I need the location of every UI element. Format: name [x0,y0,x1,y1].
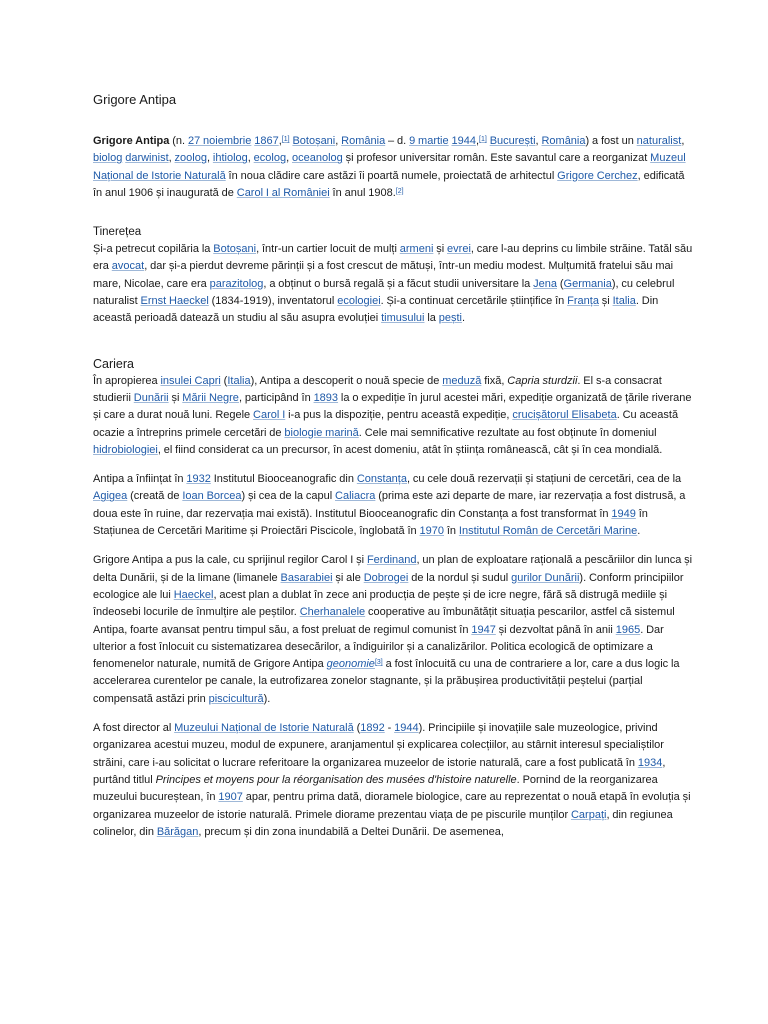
link-caliacra[interactable]: Caliacra [335,490,376,503]
link-death-date[interactable]: 9 martie [409,135,449,147]
text: (creată de [127,490,183,503]
text: și dezvoltat până în anii [495,623,616,636]
link-botosani[interactable]: Botoșani [213,243,257,256]
cariera-paragraph-4 [93,720,693,841]
link-cherhanalele[interactable]: Cherhanalele [299,606,366,619]
text: apar, pentru prima dată, dioramele biologice, care au reprezentat o nouă etapă în evoluția și organizarea muzeelor de istorie naturală. Primele diorame prezentau viața de pe piscurile munților [93,791,691,821]
link-avocat[interactable]: avocat [111,260,145,273]
link-death-country[interactable]: România [541,135,586,147]
text: și profesor universitar român. Este savantul care a reorganizat [342,152,651,165]
link-institutul-roman[interactable]: Institutul Român de Cercetări Marine [458,525,638,538]
text: Antipa a înființat în [93,473,187,486]
text: . Dar ulterior a fost înlocuit cu sistematizarea desecărilor, a îndiguirilor și a canalizărilor. Politica ecologică de optimizare a fenomenelor naturale, numită de Grigore Antipa [93,623,664,671]
link-italia[interactable]: Italia [612,295,636,308]
text: Institutul Biooceanografic din [210,473,357,486]
text: și [433,243,448,256]
link-basarabiei[interactable]: Basarabiei [280,571,333,584]
text: ). [263,692,271,705]
link-haeckel[interactable]: Haeckel [173,588,214,601]
text: ). Principiile și inovațiile sale muzeologice, privind organizarea acestui muzeu, modul de expunere, aranjamentul și explicarea colecțiilor, au stârnit interesul specialiștilor străini, care i-au solicitat o lucrare referitoare la organizarea muzeelor de istorie naturală, care a fost publicată în [93,722,664,769]
link-ecologiei[interactable]: ecologiei [337,295,381,308]
text: . El s-a consacrat studierii [93,374,662,404]
text: Grigore Antipa a pus la cale, cu sprijinul regilor Carol I și [93,554,367,567]
link-ioan-borcea[interactable]: Ioan Borcea [182,490,242,503]
text: , edificată în anul 1906 și inaugurată de [93,169,685,199]
section-heading-cariera: Cariera [93,356,134,371]
link-franta[interactable]: Franța [567,295,599,308]
link-1892[interactable]: 1892 [360,722,385,735]
text: în anul 1908. [329,186,396,199]
text: . [462,312,466,325]
text: ). Conform principiilor ecologice ale lui [93,571,684,601]
text: , [475,135,480,147]
text: , [168,152,175,165]
text: În apropierea [93,374,161,387]
text: și [598,295,613,308]
text: . Din această perioadă datează un studiu al său asupra evoluției [93,295,659,325]
link-dobrogei[interactable]: Dobrogei [363,571,409,584]
text: de la nordul și sudul [408,571,512,584]
link-gurilor-dunarii[interactable]: gurilor Dunării [511,571,580,584]
text: în noua clădire care astăzi îi poartă numele, proiectată de arhitectul [225,169,558,182]
link-zoolog[interactable]: zoolog [174,152,207,165]
intro-paragraph [93,133,693,202]
link-carol-i[interactable]: Carol I al României [236,186,330,199]
text: , [535,135,542,147]
text: la o expediție în jurul acestei mări, expediție organizată de țările riverane și care a durat nouă luni. Regele [93,391,692,422]
link-carpati[interactable]: Carpați [570,808,607,821]
link-1965[interactable]: 1965 [615,623,641,636]
link-germania[interactable]: Germania [563,277,612,290]
text: , [681,135,685,147]
text: , din regiunea colinelor, din [93,808,673,838]
text: , [278,135,282,147]
text: Și-a petrecut copilăria la [93,243,214,256]
link-darwinist[interactable]: darwinist [125,152,169,165]
text: (n. [169,135,188,147]
text: , [206,152,213,165]
cariera-paragraph-1 [93,373,693,459]
link-constanta[interactable]: Constanța [356,473,407,486]
text: , purtând titlul [93,756,666,786]
cariera-paragraph-2 [93,471,693,540]
link-armeni[interactable]: armeni [399,243,434,256]
link-born-date[interactable]: 27 noiembrie [187,135,252,147]
link-crucisatorul-elisabeta[interactable]: crucișătorul Elisabeta [512,409,617,422]
reference-link[interactable]: [2] [395,187,404,195]
text: , participând în [238,391,314,404]
link-hidrobiologie[interactable]: hidrobiologiei [93,443,158,456]
link-1970[interactable]: 1970 [419,525,444,538]
text: , dar și-a pierdut devreme părinții și a fost crescut de mătuși, într-un mediu modest. Mulțumită fratelui său mai mare, Nicolae, care era [93,260,674,290]
link-meduza[interactable]: meduză [442,374,482,387]
text: , care l-au deprins cu limbile străine. Tatăl său era [93,243,693,273]
page-title: Grigore Antipa [93,92,177,107]
link-1893[interactable]: 1893 [313,391,339,404]
text: . Pornind de la reorganizarea muzeului bucureștean, în [93,773,658,804]
link-death-year[interactable]: 1944 [451,135,476,147]
text: , acest plan a dublat în zece ani producția de pește și de icre negre, fără să distrugă mediile și îndeosebi locurile de înmulțire ale peștilor. [93,588,668,619]
link-muzeul-national[interactable]: Muzeului Național de Istorie Naturală [174,722,354,735]
text: - [384,722,395,735]
link-1907[interactable]: 1907 [218,791,243,804]
link-ihtiolog[interactable]: ihtiolog [212,152,248,165]
link-biolog[interactable]: biolog [93,152,123,165]
link-1944[interactable]: 1944 [394,722,419,735]
text: . [637,525,641,538]
text: , [286,152,293,165]
text: ), Antipa a descoperit o nouă specie de [250,374,443,387]
text: – d. [385,135,410,147]
text: , un plan de exploatare rațională a pescăriilor din lunca și delta Dunării, și de la limane (limanele [93,554,693,584]
link-marii-negre[interactable]: Mării Negre [182,391,239,404]
link-pesti[interactable]: pești [438,312,463,325]
link-grigore-cerchez[interactable]: Grigore Cerchez [557,169,638,182]
link-born-city[interactable]: Botoșani [292,135,336,147]
text: , într-un cartier locuit de mulți [256,243,400,256]
link-1947[interactable]: 1947 [471,623,496,636]
text: în [444,525,459,538]
text: , el fiind considerat ca un precursor, în acest domeniu, atât în știința românească, cât și în cea mondială. [157,443,663,456]
link-italia[interactable]: Italia [227,374,251,387]
link-dunarii[interactable]: Dunării [133,391,169,404]
link-baragan[interactable]: Bărăgan [156,825,199,838]
link-capri[interactable]: insulei Capri [160,374,221,387]
link-carol-i[interactable]: Carol I [253,409,286,422]
text: ) a fost un [585,135,637,147]
text: ( [353,722,361,735]
text: (prima este azi departe de mare, iar rezervația a fost distrusă, a doua este în ruine, dar rezervația mai există). Institutul Biooceanografic din Constanța a fost transformat în [93,490,686,520]
link-biologie-marina[interactable]: biologie marină [284,426,359,439]
link-1934[interactable]: 1934 [637,756,663,769]
text: . Cele mai semnificative rezultate au fost obținute în domeniul [358,426,657,439]
text: și ale [332,571,364,584]
reference-link[interactable]: [3] [374,659,383,667]
text: , [247,152,254,165]
link-1932[interactable]: 1932 [186,473,211,486]
link-born-country[interactable]: România [341,135,386,147]
book-title: Principes et moyens pour la réorganisation des musées d'histoire naturelle [155,773,517,786]
text: , [335,135,342,147]
link-ernst-haeckel[interactable]: Ernst Haeckel [140,295,209,308]
text: ), cu celebrul naturalist [93,277,675,308]
tineretea-paragraph [93,241,693,327]
text: ( [220,374,228,387]
link-muzeu[interactable]: Muzeul Național de Istorie Naturală [93,152,686,182]
text: ) și cea de la capul [241,490,336,503]
link-born-year[interactable]: 1867 [254,135,279,147]
reference-link[interactable]: [1] [479,136,487,143]
link-geonomie[interactable]: geonomie [326,658,375,671]
link-ferdinand[interactable]: Ferdinand [366,554,417,567]
text: i-a pus la dispoziție, pentru această expediție, [285,409,513,422]
link-jena[interactable]: Jena [533,277,557,290]
text: cooperative au îmbunătățit situația pescarilor, astfel că sistemul Antipa, foarte avansat pentru timpul său, a fost preluat de regimul comunist în [93,606,675,636]
text: , a obținut o bursă regală și a făcut studii universitare la [263,277,534,290]
text: la [424,312,439,325]
link-agigea[interactable]: Agigea [93,490,128,503]
text: a fost înlocuită cu una de contrariere a lor, care a dus logic la accelerarea curentelor pe canale, la eutrofizarea zonelor stagnante, și la prăbușirea productivității peștelui (parțial compensată astăzi prin [93,658,680,705]
link-death-city[interactable]: București [489,135,536,147]
text: ( [556,277,564,290]
link-ecolog[interactable]: ecolog [253,152,287,165]
text: , precum și din zona inundabilă a Deltei Dunării. De asemenea, [198,825,504,838]
text: (1834-1919), inventatorul [208,295,338,308]
subject-name: Grigore Antipa [93,135,170,147]
text: și [168,391,183,404]
text: , cu cele două rezervații și stațiuni de cercetări, cea de la [406,473,682,486]
text: . Și-a continuat cercetările științifice în [380,295,568,308]
link-1949[interactable]: 1949 [611,507,636,520]
reference-link[interactable]: [1] [281,136,290,143]
link-piscicultura[interactable]: piscicultură [208,692,264,705]
text: A fost director al [93,722,175,735]
text: în Stațiunea de Cercetări Maritime și Proiectări Piscicole, înglobată în [93,507,648,538]
cariera-paragraph-3 [93,552,693,708]
text: . Cu această ocazie a întreprins primele cercetări de [93,409,679,439]
text: fixă, [481,374,508,387]
article-content [93,92,693,853]
link-oceanolog[interactable]: oceanolog [292,152,343,165]
link-evrei[interactable]: evrei [447,243,471,256]
link-parazitolog[interactable]: parazitolog [209,277,264,290]
species-name: Capria sturdzii [507,374,578,387]
section-heading-tineretea: Tinerețea [93,226,142,239]
link-timusului[interactable]: timusului [381,312,425,325]
link-naturalist[interactable]: naturalist [636,135,682,147]
